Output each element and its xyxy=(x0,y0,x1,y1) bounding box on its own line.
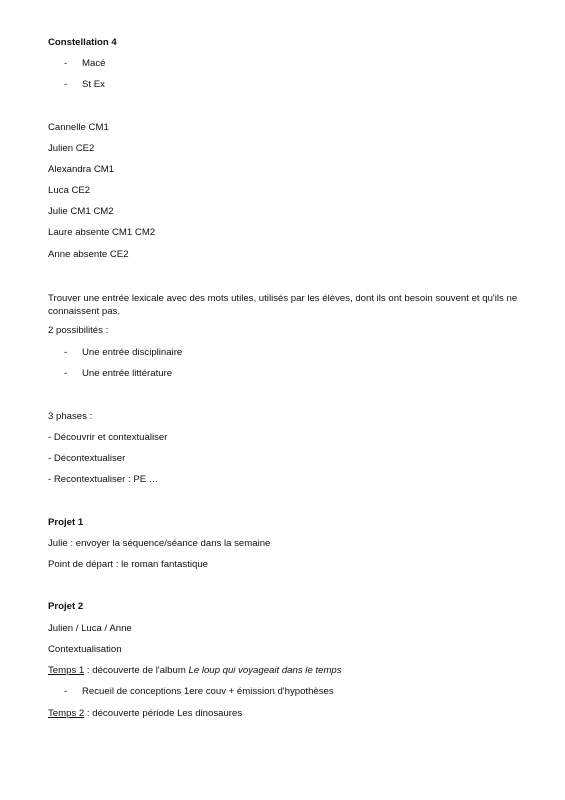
projet2-team: Julien / Luca / Anne xyxy=(48,623,132,634)
temps1-label: Temps 1 xyxy=(48,665,85,676)
projet2-step: Contextualisation xyxy=(48,644,122,655)
bullet-dash: - xyxy=(64,79,68,90)
section-title-projet2: Projet 2 xyxy=(48,601,84,612)
phase-item: - Décontextualiser xyxy=(48,453,126,464)
section-title-constellation: Constellation 4 xyxy=(48,37,117,48)
goal-paragraph: Trouver une entrée lexicale avec des mots utiles, utilisés par les élèves, dont ils ont besoin souvent et qu'ils ne connaissent pas. xyxy=(48,293,518,317)
bullet-dash: - xyxy=(64,368,68,379)
student-line: Alexandra CM1 xyxy=(48,164,115,175)
section-title-projet1: Projet 1 xyxy=(48,517,84,528)
temps1-bullet: Recueil de conceptions 1ere couv + émission d'hypothèses xyxy=(82,686,334,697)
phases-label: 3 phases : xyxy=(48,411,93,422)
constellation-member: St Ex xyxy=(82,79,105,90)
student-line: Julie CM1 CM2 xyxy=(48,206,114,217)
possibility-item: Une entrée littérature xyxy=(82,368,173,379)
temps1-line xyxy=(48,665,342,677)
phase-item: - Recontextualiser : PE … xyxy=(48,474,159,485)
phase-item: - Découvrir et contextualiser xyxy=(48,432,168,443)
possibility-item: Une entrée disciplinaire xyxy=(82,347,183,358)
temps1-text: : découverte de l'album xyxy=(84,665,189,676)
projet1-line: Point de départ : le roman fantastique xyxy=(48,559,208,570)
temps2-text: : découverte période Les dinosaures xyxy=(84,708,243,719)
student-line: Cannelle CM1 xyxy=(48,122,109,133)
student-line: Julien CE2 xyxy=(48,143,95,154)
bullet-dash: - xyxy=(64,347,68,358)
temps2-label: Temps 2 xyxy=(48,708,85,719)
student-line: Luca CE2 xyxy=(48,185,91,196)
possibilities-label: 2 possibilités : xyxy=(48,325,109,336)
bullet-dash: - xyxy=(64,686,68,697)
temps2-line xyxy=(48,708,242,720)
projet1-line: Julie : envoyer la séquence/séance dans la semaine xyxy=(48,538,271,549)
album-title: Le loup qui voyageait dans le temps xyxy=(188,665,342,676)
student-line: Anne absente CE2 xyxy=(48,249,129,260)
student-line: Laure absente CM1 CM2 xyxy=(48,227,156,238)
constellation-member: Macé xyxy=(82,58,106,69)
bullet-dash: - xyxy=(64,58,68,69)
